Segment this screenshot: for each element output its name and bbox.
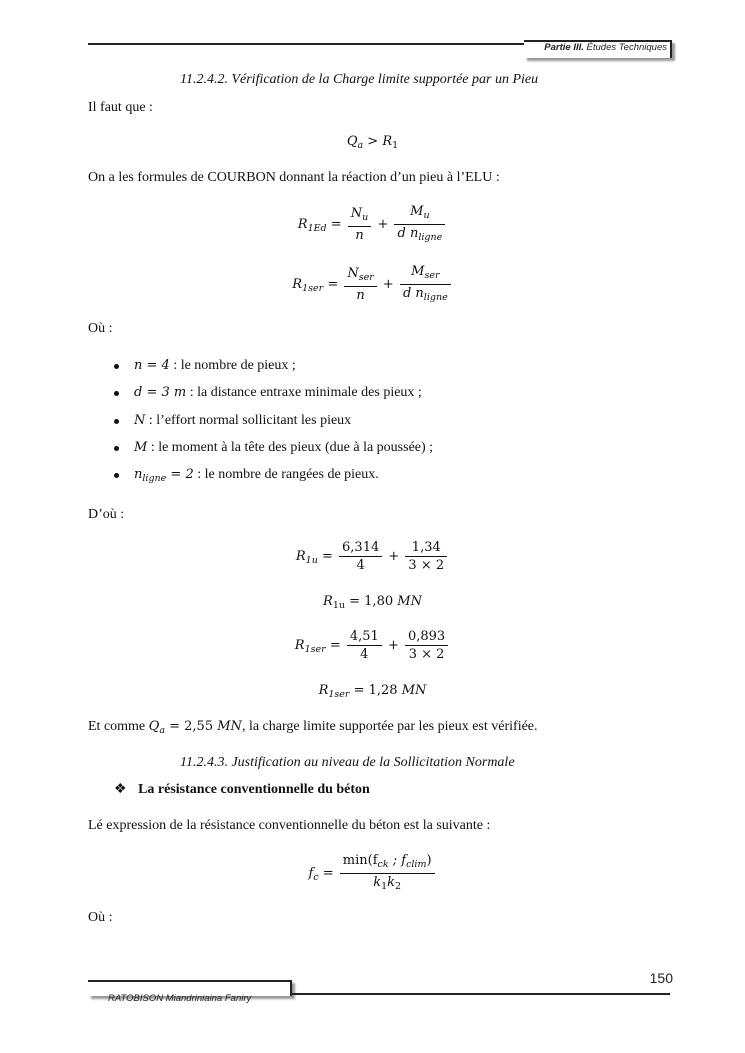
formula-r1ed: $R_{1Ed}$ = $\frac{N_u}{n}$ + $\frac{M_u}{d n_{ligne}}$ xyxy=(0,203,745,246)
calc-r1u: $R_{1u}$ = $\frac{6,314}{4}$ + $\frac{1,34}{3 \times 2}$ xyxy=(0,539,745,574)
header-title: Études Techniques xyxy=(586,42,667,53)
bullet-title: La résistance conventionnelle du béton xyxy=(138,782,370,797)
diamond-bullet-item xyxy=(114,781,370,798)
formulas-intro: On a les formules de COURBON donnant la réaction d’un pieu à l’ELU : xyxy=(88,170,500,185)
condition-formula: $Q_a > R_1$ xyxy=(346,134,399,151)
header-rule xyxy=(88,43,524,45)
running-header xyxy=(544,42,667,53)
footer-author: RATOBISON Miandriniaina Faniry xyxy=(108,993,252,1004)
calc-r1ser: $R_{1ser}$ = $\frac{4,51}{4}$ + $\frac{0,893}{3 \times 2}$ xyxy=(0,628,745,663)
bullet-icon xyxy=(114,364,119,369)
bullet-icon xyxy=(114,446,119,451)
page-number: 150 xyxy=(649,970,673,986)
result-r1ser: $R_{1ser} = 1,28$ MN xyxy=(318,683,427,700)
section-heading-11-2-4-3: 11.2.4.3. Justification au niveau de la Sollicitation Normale xyxy=(180,755,515,770)
dou-label: D’où : xyxy=(88,507,125,522)
ou-label-2: Où : xyxy=(88,910,113,925)
intro-text: Il faut que : xyxy=(88,100,153,115)
section-heading-11-2-4-2: 11.2.4.2. Vérification de la Charge limite supportée par un Pieu xyxy=(180,72,539,87)
ou-label: Où : xyxy=(88,321,113,336)
result-r1u: $R_{1u} = 1,80$ MN xyxy=(323,594,422,611)
header-part: Partie III. xyxy=(544,42,584,53)
bullet-icon xyxy=(114,473,119,478)
bullet-icon xyxy=(114,419,119,424)
conclusion-text: Et comme $Q_a = 2,55$ MN, la charge limite supportée par les pieux est vérifiée. xyxy=(88,719,538,736)
resistance-intro: Lé expression de la résistance conventionnelle du béton est la suivante : xyxy=(88,818,491,833)
bullet-icon xyxy=(114,391,119,396)
diamond-bullet-icon: ❖ xyxy=(114,782,127,797)
formula-r1ser: $R_{1ser}$ = $\frac{N_{ser}}{n}$ + $\frac{M_{ser}}{d n_{ligne}}$ xyxy=(0,263,745,306)
formula-fc: $f_c$ = $\frac{\min(f_{ck} ; f_{clim})}{k_1k_2}$ xyxy=(0,852,745,895)
footer-rule xyxy=(290,993,670,995)
